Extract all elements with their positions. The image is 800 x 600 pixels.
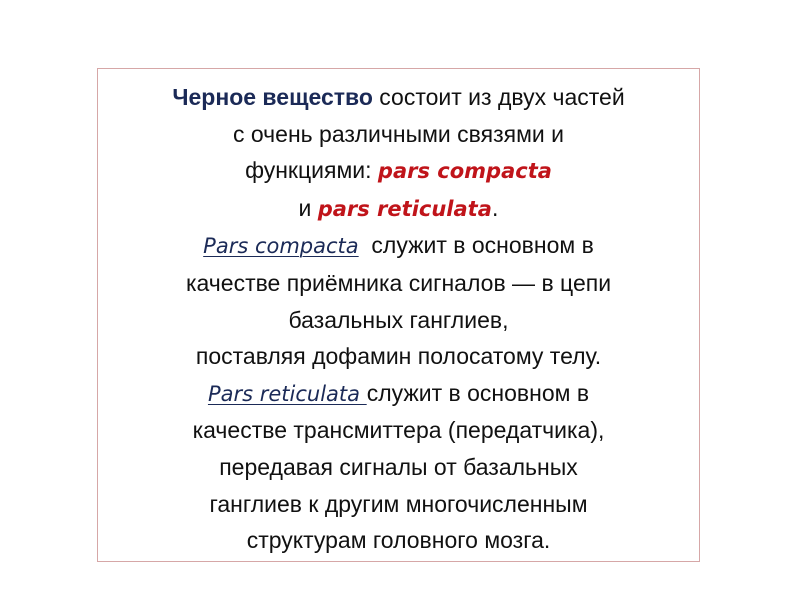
text-run: служит в основном в [366, 379, 590, 406]
term-pars-compacta: pars compacta [377, 159, 552, 184]
text-box [97, 68, 700, 562]
text-line: поставляя дофамин полосатому телу. [195, 343, 602, 370]
text-line: передавая сигналы от базальных [219, 453, 578, 480]
term-black-substance: Черное вещество [172, 84, 373, 110]
term-pars-compacta-underlined: Pars compacta [203, 234, 359, 259]
text-line: ганглиев к другим многочисленным [209, 490, 588, 517]
text-line: структурам головного мозга. [246, 527, 551, 554]
text-line [98, 79, 699, 116]
text-run: и [298, 194, 318, 221]
text-run: функциями: [245, 157, 378, 184]
text-line [98, 227, 699, 265]
term-pars-reticulata-underlined: Pars reticulata [207, 381, 367, 406]
term-pars-reticulata: pars reticulata [317, 196, 492, 221]
text-line: качестве трансмиттера (передатчика), [192, 417, 605, 444]
text-line [98, 375, 699, 413]
text-line [98, 152, 699, 190]
text-line: с очень различными связями и [233, 120, 564, 147]
text-line [98, 190, 699, 228]
text-run: . [491, 196, 499, 221]
text-run: служит в основном в [358, 232, 594, 259]
text-line: базальных ганглиев, [288, 306, 509, 333]
text-line: качестве приёмника сигналов — в цепи [185, 269, 612, 296]
slide-text [98, 79, 699, 559]
text-run: состоит из двух частей [372, 84, 625, 110]
